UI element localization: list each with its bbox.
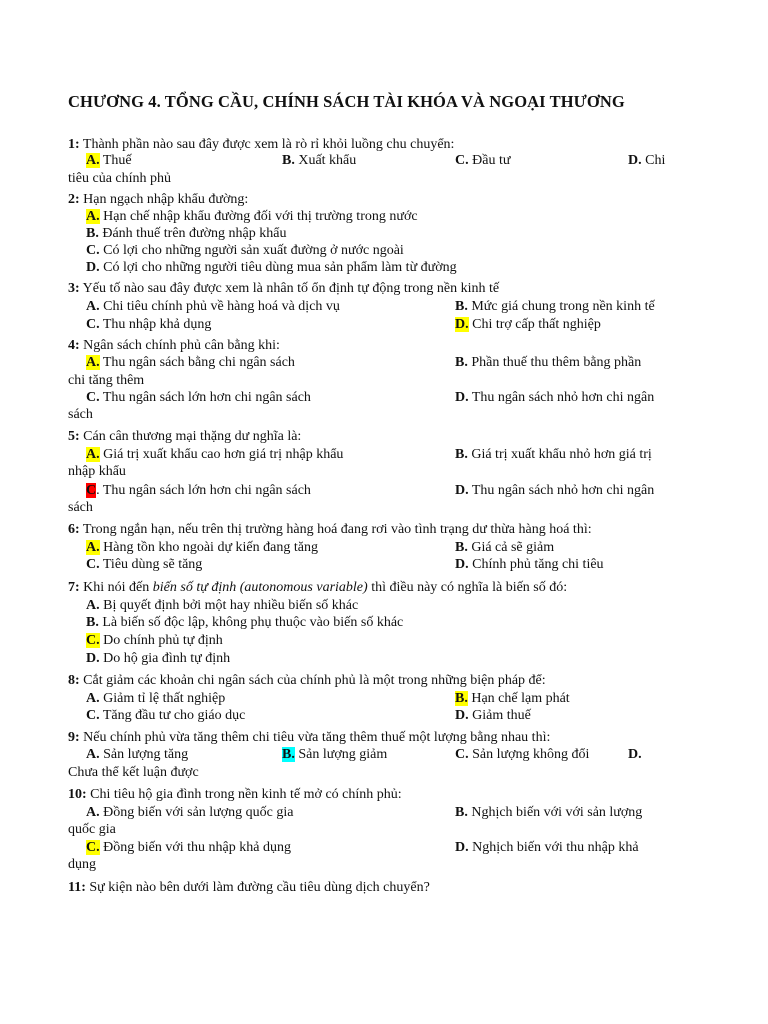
q5-option-b	[455, 446, 652, 463]
q7-option-b	[86, 614, 403, 631]
option-letter: C.	[86, 708, 100, 723]
q6-option-a	[86, 539, 318, 556]
option-text: Thu ngân sách nhỏ hơn chi ngân	[468, 483, 655, 498]
q3-option-c	[86, 316, 211, 333]
q4-option-c	[86, 389, 311, 406]
option-text: Thu ngân sách lớn hơn chi ngân sách	[99, 390, 311, 405]
q10-option-b	[455, 804, 642, 821]
option-letter: D.	[628, 153, 642, 168]
q8-option-b	[455, 690, 570, 707]
q3-option-d	[455, 316, 601, 333]
option-letter: B.	[455, 805, 468, 820]
option-text: Chính phủ tăng chi tiêu	[468, 557, 604, 572]
option-letter: C.	[86, 557, 100, 572]
option-letter: B.	[86, 226, 99, 241]
option-letter: C.	[455, 747, 469, 762]
question-text: Ngân sách chính phủ cân bằng khi:	[79, 338, 280, 353]
option-text: Có lợi cho những người sản xuất đường ở nước ngoài	[99, 243, 404, 258]
q5-option-b-continuation: nhập khẩu	[68, 464, 126, 479]
option-text: Đầu tư	[468, 153, 511, 168]
question-text-end: thì điều này có nghĩa là biến số đó:	[367, 580, 568, 595]
option-text: Giá trị xuất khẩu nhỏ hơn giá trị	[467, 447, 652, 462]
question-10	[68, 786, 402, 803]
question-number: 6:	[68, 522, 80, 537]
q5-option-c	[86, 482, 311, 499]
option-text: Đồng biến với sản lượng quốc gia	[99, 805, 294, 820]
question-text: Nếu chính phủ vừa tăng thêm chi tiêu vừa tăng thêm thuế một lượng bằng nhau thì:	[79, 730, 551, 745]
question-7	[68, 579, 567, 596]
q7-option-a	[86, 597, 358, 614]
option-text: Phần thuế thu thêm bằng phần	[467, 355, 642, 370]
option-letter: D.	[455, 708, 469, 723]
option-text: . Thu ngân sách lớn hơn chi ngân sách	[96, 483, 311, 498]
question-text: Thành phần nào sau đây được xem là rò rỉ khỏi luồng chu chuyển:	[79, 137, 455, 152]
q5-option-d	[455, 482, 654, 499]
q9-option-b	[282, 746, 387, 763]
option-text: Giảm thuế	[468, 708, 531, 723]
question-text: Trong ngắn hạn, nếu trên thị trường hàng hoá đang rơi vào tình trạng dư thừa hàng hoá thì:	[79, 522, 592, 537]
option-text: Tăng đầu tư cho giáo dục	[99, 708, 246, 723]
q6-option-c	[86, 556, 202, 573]
q6-option-d	[455, 556, 604, 573]
q10-option-c	[86, 839, 291, 856]
q1-continuation: tiêu của chính phủ	[68, 171, 172, 186]
question-number: 8:	[68, 673, 80, 688]
option-letter: C.	[86, 840, 100, 855]
question-number: 5:	[68, 429, 80, 444]
option-text: Chi tiêu chính phủ về hàng hoá và dịch vụ	[99, 299, 340, 314]
option-letter: B.	[455, 447, 468, 462]
question-number: 2:	[68, 192, 80, 207]
option-text: Sản lượng giảm	[294, 747, 388, 762]
q3-option-a	[86, 298, 340, 315]
option-text: Do hộ gia đình tự định	[99, 651, 231, 666]
option-letter: A.	[86, 598, 100, 613]
option-letter: D.	[628, 747, 642, 762]
question-number: 10:	[68, 787, 87, 802]
option-text: Thu ngân sách bằng chi ngân sách	[99, 355, 295, 370]
q2-option-c	[86, 242, 404, 259]
question-4	[68, 337, 280, 354]
option-text: Hạn chế lạm phát	[467, 691, 570, 706]
q2-option-b	[86, 225, 286, 242]
question-text: Hạn ngạch nhập khẩu đường:	[79, 192, 249, 207]
question-number: 7:	[68, 580, 80, 595]
question-text: Cắt giảm các khoản chi ngân sách của chính phủ là một trong những biện pháp để:	[79, 673, 546, 688]
option-letter: B.	[455, 355, 468, 370]
q2-option-a	[86, 208, 418, 225]
option-letter: D.	[455, 390, 469, 405]
option-letter: C.	[86, 317, 100, 332]
option-letter: C.	[86, 390, 100, 405]
option-letter: A.	[86, 540, 100, 555]
question-text-italic: biến số tự định (autonomous variable)	[152, 580, 368, 595]
question-text: Khi nói đến	[79, 580, 153, 595]
option-text: Thu ngân sách nhỏ hơn chi ngân	[468, 390, 655, 405]
q1-option-b	[282, 152, 356, 169]
q9-option-a	[86, 746, 188, 763]
option-letter: B.	[86, 615, 99, 630]
question-text: Chi tiêu hộ gia đình trong nền kinh tế mở có chính phủ:	[86, 787, 402, 802]
option-letter: B.	[282, 747, 295, 762]
option-text: Hàng tồn kho ngoài dự kiến đang tăng	[99, 540, 318, 555]
q4-option-b	[455, 354, 641, 371]
question-text: Yếu tố nào sau đây được xem là nhân tố ổn định tự động trong nền kinh tế	[79, 281, 500, 296]
option-text: Đồng biến với thu nhập khả dụng	[99, 840, 291, 855]
q9-option-c	[455, 746, 589, 763]
q2-option-d	[86, 259, 457, 276]
question-5	[68, 428, 301, 445]
question-number: 4:	[68, 338, 80, 353]
option-text: Hạn chế nhập khẩu đường đối với thị trường trong nước	[99, 209, 418, 224]
question-8	[68, 672, 546, 689]
q1-option-c	[455, 152, 510, 169]
question-number: 1:	[68, 137, 80, 152]
option-text: Tiêu dùng sẽ tăng	[99, 557, 203, 572]
q8-option-a	[86, 690, 225, 707]
option-letter: A.	[86, 209, 100, 224]
q5-option-a	[86, 446, 343, 463]
option-letter: A.	[86, 355, 100, 370]
q8-option-d	[455, 707, 531, 724]
option-text: Giảm tỉ lệ thất nghiệp	[99, 691, 226, 706]
option-text: Mức giá chung trong nền kinh tế	[467, 299, 655, 314]
option-text: Bị quyết định bởi một hay nhiều biến số khác	[99, 598, 359, 613]
option-text: Nghịch biến với thu nhập khả	[468, 840, 639, 855]
option-letter: A.	[86, 805, 100, 820]
option-text: Xuất khẩu	[294, 153, 357, 168]
q10-option-b-continuation: quốc gia	[68, 822, 116, 837]
q4-option-d-continuation: sách	[68, 407, 93, 422]
question-11	[68, 879, 430, 896]
option-letter: A.	[86, 299, 100, 314]
q9-option-d	[628, 746, 642, 763]
question-number: 3:	[68, 281, 80, 296]
option-letter: D.	[455, 840, 469, 855]
question-9	[68, 729, 550, 746]
option-letter: B.	[455, 691, 468, 706]
q7-option-d	[86, 650, 230, 667]
option-text: Có lợi cho những người tiêu dùng mua sản phẩm làm từ đường	[99, 260, 457, 275]
option-text: Sản lượng không đổi	[468, 747, 590, 762]
option-text: Chi	[641, 153, 666, 168]
q9-option-d-continuation: Chưa thể kết luận được	[68, 765, 199, 780]
q4-option-d	[455, 389, 654, 406]
option-text: Chi trợ cấp thất nghiệp	[468, 317, 601, 332]
option-text: Thuế	[99, 153, 132, 168]
option-letter: B.	[282, 153, 295, 168]
q5-option-d-continuation: sách	[68, 500, 93, 515]
q1-option-d	[628, 152, 665, 169]
q10-option-d-continuation: dụng	[68, 857, 96, 872]
option-letter: D.	[86, 651, 100, 666]
option-letter: D.	[455, 317, 469, 332]
option-letter: C.	[86, 243, 100, 258]
question-text: Cán cân thương mại thặng dư nghĩa là:	[79, 429, 302, 444]
q10-option-a	[86, 804, 294, 821]
q1-option-a	[86, 152, 132, 169]
q6-option-b	[455, 539, 554, 556]
q3-option-b	[455, 298, 655, 315]
question-6	[68, 521, 592, 538]
option-letter: A.	[86, 447, 100, 462]
option-text: Giá trị xuất khẩu cao hơn giá trị nhập khẩu	[99, 447, 344, 462]
option-text: Đánh thuế trên đường nhập khẩu	[98, 226, 287, 241]
option-letter: A.	[86, 747, 100, 762]
q7-option-c	[86, 632, 223, 649]
question-2	[68, 191, 248, 208]
option-text: Do chính phủ tự định	[99, 633, 223, 648]
option-letter: B.	[455, 299, 468, 314]
option-letter: A.	[86, 691, 100, 706]
option-letter: D.	[455, 557, 469, 572]
option-text: Nghịch biến với với sản lượng	[467, 805, 643, 820]
question-3	[68, 280, 499, 297]
question-text: Sự kiện nào bên dưới làm đường cầu tiêu dùng dịch chuyển?	[85, 880, 430, 895]
option-letter: B.	[455, 540, 468, 555]
chapter-title: CHƯƠNG 4. TỔNG CẦU, CHÍNH SÁCH TÀI KHÓA VÀ NGOẠI THƯƠNG	[68, 92, 625, 111]
question-number: 11:	[68, 880, 86, 895]
question-1	[68, 136, 454, 153]
option-text: Sản lượng tăng	[99, 747, 189, 762]
q10-option-d	[455, 839, 639, 856]
question-number: 9:	[68, 730, 80, 745]
option-letter: A.	[86, 153, 100, 168]
option-letter: D.	[455, 483, 469, 498]
q4-option-b-continuation: chi tăng thêm	[68, 373, 145, 388]
option-text: Thu nhập khả dụng	[99, 317, 212, 332]
option-text: Là biến số độc lập, không phụ thuộc vào biến số khác	[98, 615, 404, 630]
option-text: Giá cả sẽ giảm	[467, 540, 555, 555]
option-letter: C.	[86, 633, 100, 648]
q4-option-a	[86, 354, 295, 371]
option-letter: C.	[455, 153, 469, 168]
option-letter: D.	[86, 260, 100, 275]
option-letter: C	[86, 483, 97, 498]
q8-option-c	[86, 707, 245, 724]
